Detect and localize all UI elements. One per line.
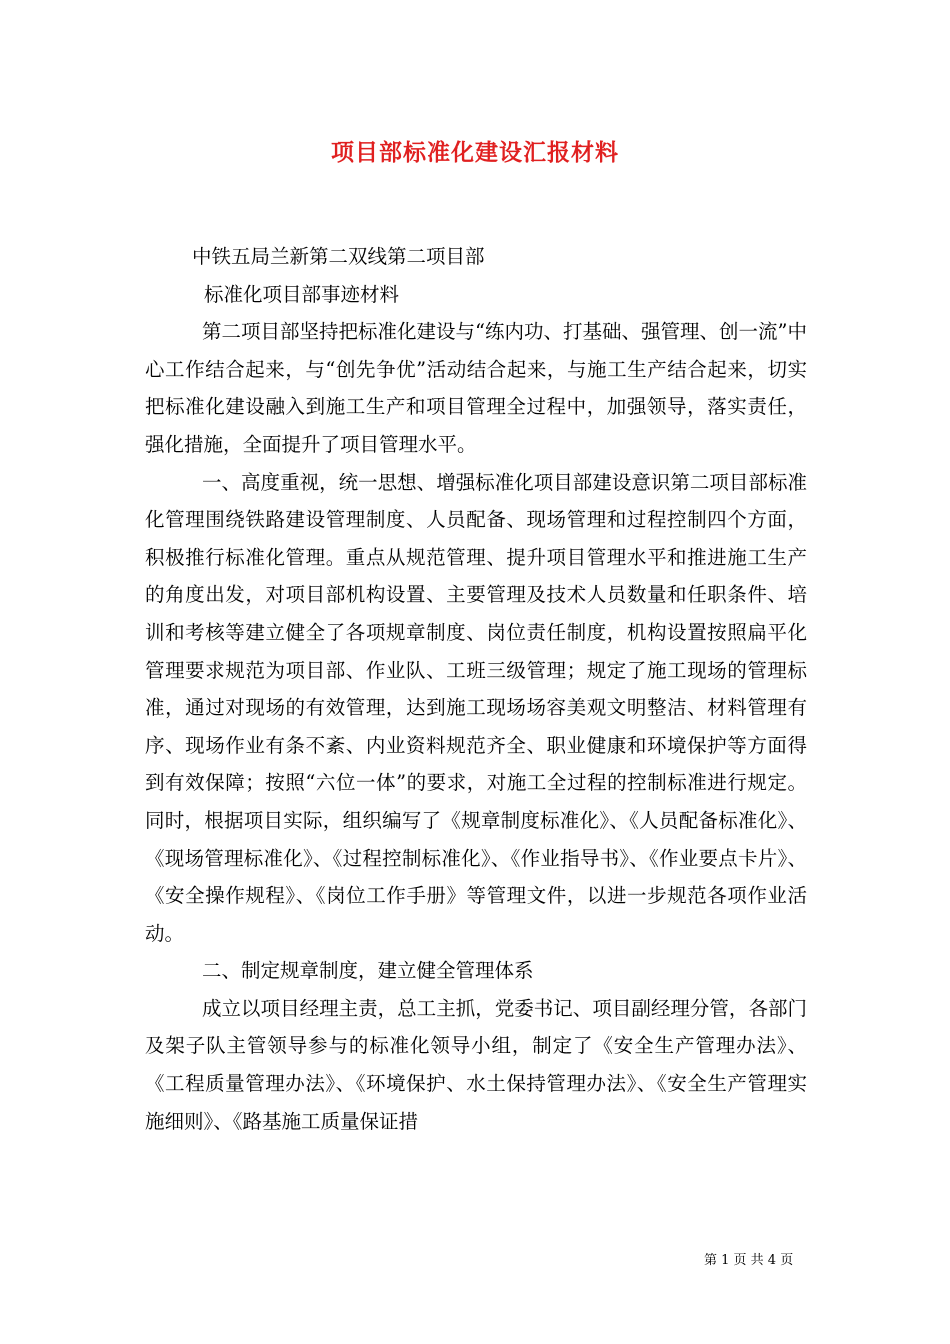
page-number: 第 1 页 共 4 页 <box>704 1253 794 1268</box>
paragraph-section-one: 一、高度重视，统一思想、增强标准化项目部建设意识第二项目部标准化管理围绕铁路建设管理制度、人员配备、现场管理和过程控制四个方面，积极推行标准化管理。重点从规范管理、提升项目管理水平和推进施工生产的角度出发，对项目部机构设置、主要管理及技术人员数量和任职条件、培训和考核等建立健全了各项规章制度、岗位责任制度，机构设置按照扁平化管理要求规范为项目部、作业队、工班三级管理；规定了施工现场的管理标准，通过对现场的有效管理，达到施工现场场容美观文明整洁、材料管理有序、现场作业有条不紊、内业资料规范齐全、职业健康和环境保护等方面得到有效保障；按照“六位一体”的要求，对施工全过程的控制标准进行规定。同时，根据项目实际，组织编写了《规章制度标准化》、《人员配备标准化》、《现场管理标准化》、《过程控制标准化》、《作业指导书》、《作业要点卡片》、《安全操作规程》、《岗位工作手册》等管理文件，以进一步规范各项作业活动。 <box>145 470 807 945</box>
section-two-heading: 二、制定规章制度，建立健全管理体系 <box>202 959 534 983</box>
paragraph-section-two: 成立以项目经理主责，总工主抓，党委书记、项目副经理分管，各部门及架子队主管领导参与的标准化领导小组，制定了《安全生产管理办法》、《工程质量管理办法》、《环境保护、水土保持管理办法》、《安全生产管理实施细则》、《路基施工质量保证措 <box>145 996 807 1133</box>
document-title: 项目部标准化建设汇报材料 <box>331 139 619 166</box>
document-body <box>145 238 807 1140</box>
organization-line: 中铁五局兰新第二双线第二项目部 <box>192 245 485 268</box>
paragraph-intro: 第二项目部坚持把标准化建设与“练内功、打基础、强管理、创一流”中心工作结合起来，与“创先争优”活动结合起来，与施工生产结合起来，切实把标准化建设融入到施工生产和项目管理全过程中，加强领导，落实责任，强化措施，全面提升了项目管理水平。 <box>145 320 807 456</box>
subtitle-line: 标准化项目部事迹材料 <box>204 282 400 306</box>
